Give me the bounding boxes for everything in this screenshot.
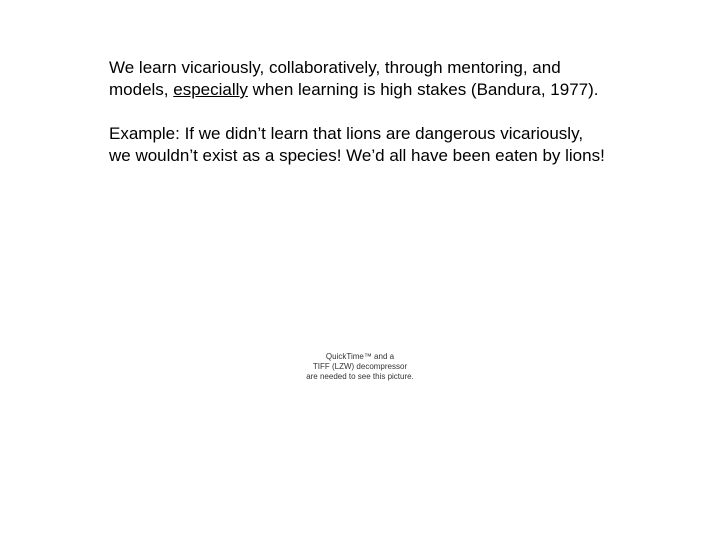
paragraph-1-end: when learning is high stakes (Bandura, 1977). xyxy=(247,80,599,99)
paragraph-vicarious-learning xyxy=(109,57,609,101)
placeholder-line-1: QuickTime™ and a xyxy=(325,352,395,361)
emphasis-especially: especially xyxy=(173,80,248,99)
placeholder-line-3: are needed to see this picture. xyxy=(306,372,414,381)
paragraph-1-start: We learn vicariously, collaboratively, through mentoring, and models, xyxy=(109,58,561,99)
missing-image-placeholder xyxy=(290,352,430,382)
slide-body xyxy=(109,57,609,167)
placeholder-line-2: TIFF (LZW) decompressor xyxy=(312,362,408,371)
paragraph-lion-example: Example: If we didn’t learn that lions are dangerous vicariously, we wouldn’t exist as a species! We’d all have been eaten by lions! xyxy=(109,124,605,165)
